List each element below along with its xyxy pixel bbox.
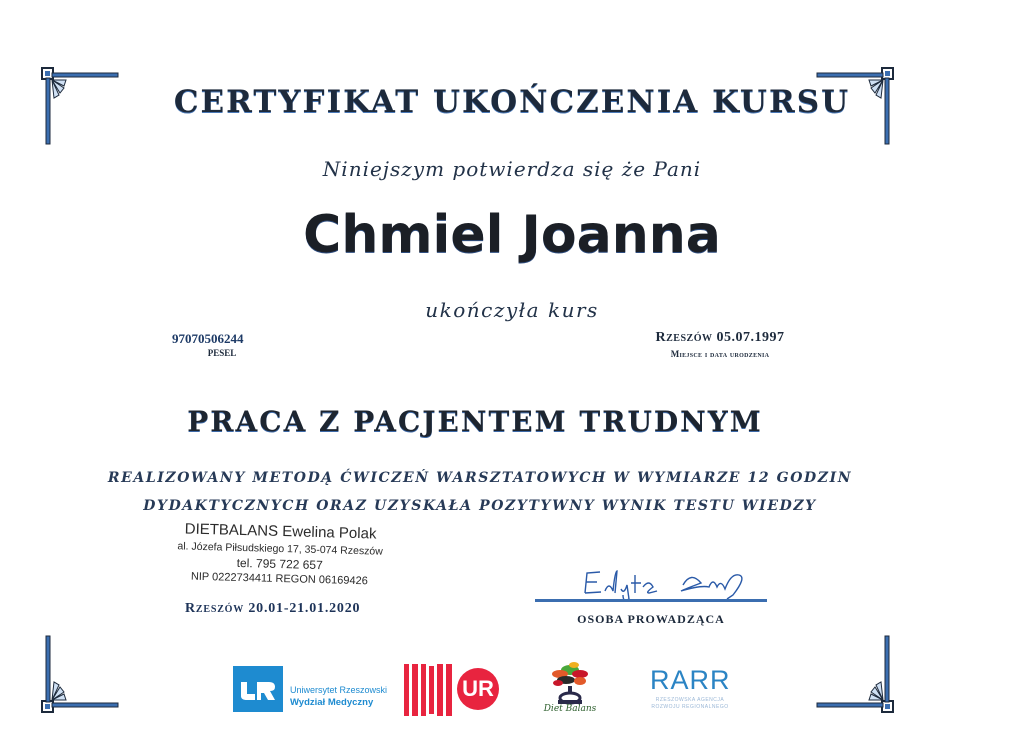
pesel-label: PESEL xyxy=(207,348,237,358)
ur-faculty: Wydział Medyczny xyxy=(290,697,374,708)
program-logo-text xyxy=(400,660,460,720)
program-ur-badge: UR xyxy=(457,668,499,710)
ur-logo xyxy=(233,666,283,712)
corner-ornament-bottom-right xyxy=(815,634,895,714)
completed-text: ukończyła kurs xyxy=(425,298,599,322)
recipient-name: Chmiel Joanna xyxy=(303,205,721,265)
pesel-value: 97070506244 xyxy=(172,331,244,346)
stamp-address: al. Józefa Piłsudskiego 17, 35-074 Rzeszów xyxy=(177,540,383,558)
ur-university: Uniwersytet Rzeszowski xyxy=(290,685,388,695)
stamp-nip-regon: NIP 0222734411 REGON 06169426 xyxy=(190,570,368,588)
corner-ornament-bottom-left xyxy=(40,634,120,714)
stamp-company: DIETBALANS Ewelina Polak xyxy=(184,520,377,543)
handwritten-signature xyxy=(555,563,775,603)
description-line-2: DYDAKTYCZNYCH ORAZ UZYSKAŁA POZYTYWNY WYNIK TESTU WIEDZY xyxy=(143,498,817,514)
signature-line xyxy=(535,599,767,602)
course-name: PRACA Z PACJENTEM TRUDNYM xyxy=(187,405,763,438)
rarr-logo: RARR xyxy=(650,665,731,695)
stamp-phone: tel. 795 722 657 xyxy=(236,555,323,573)
certificate-title: CERTYFIKAT UKOŃCZENIA KURSU xyxy=(173,84,851,120)
diet-balans-text: Diet Balans xyxy=(543,704,597,714)
ur-logo-icon xyxy=(233,666,283,712)
birth-label: Miejsce i data urodzenia xyxy=(670,349,770,359)
ur-text xyxy=(290,685,387,708)
course-dates: Rzeszów 20.01-21.01.2020 xyxy=(185,601,361,616)
description-line-1: REALIZOWANY METODĄ ĆWICZEŃ WARSZTATOWYCH W WYMIARZE 12 GODZIN xyxy=(107,470,853,486)
company-stamp xyxy=(169,520,391,588)
birth-place-date: Rzeszów 05.07.1997 xyxy=(655,330,785,345)
intro-text: Niniejszym potwierdza się że Pani xyxy=(322,157,702,181)
rarr-subtitle: RZESZOWSKA AGENCJA ROZWOJU REGIONALNEGO xyxy=(651,697,729,710)
signature-label: OSOBA PROWADZĄCA xyxy=(577,612,725,626)
